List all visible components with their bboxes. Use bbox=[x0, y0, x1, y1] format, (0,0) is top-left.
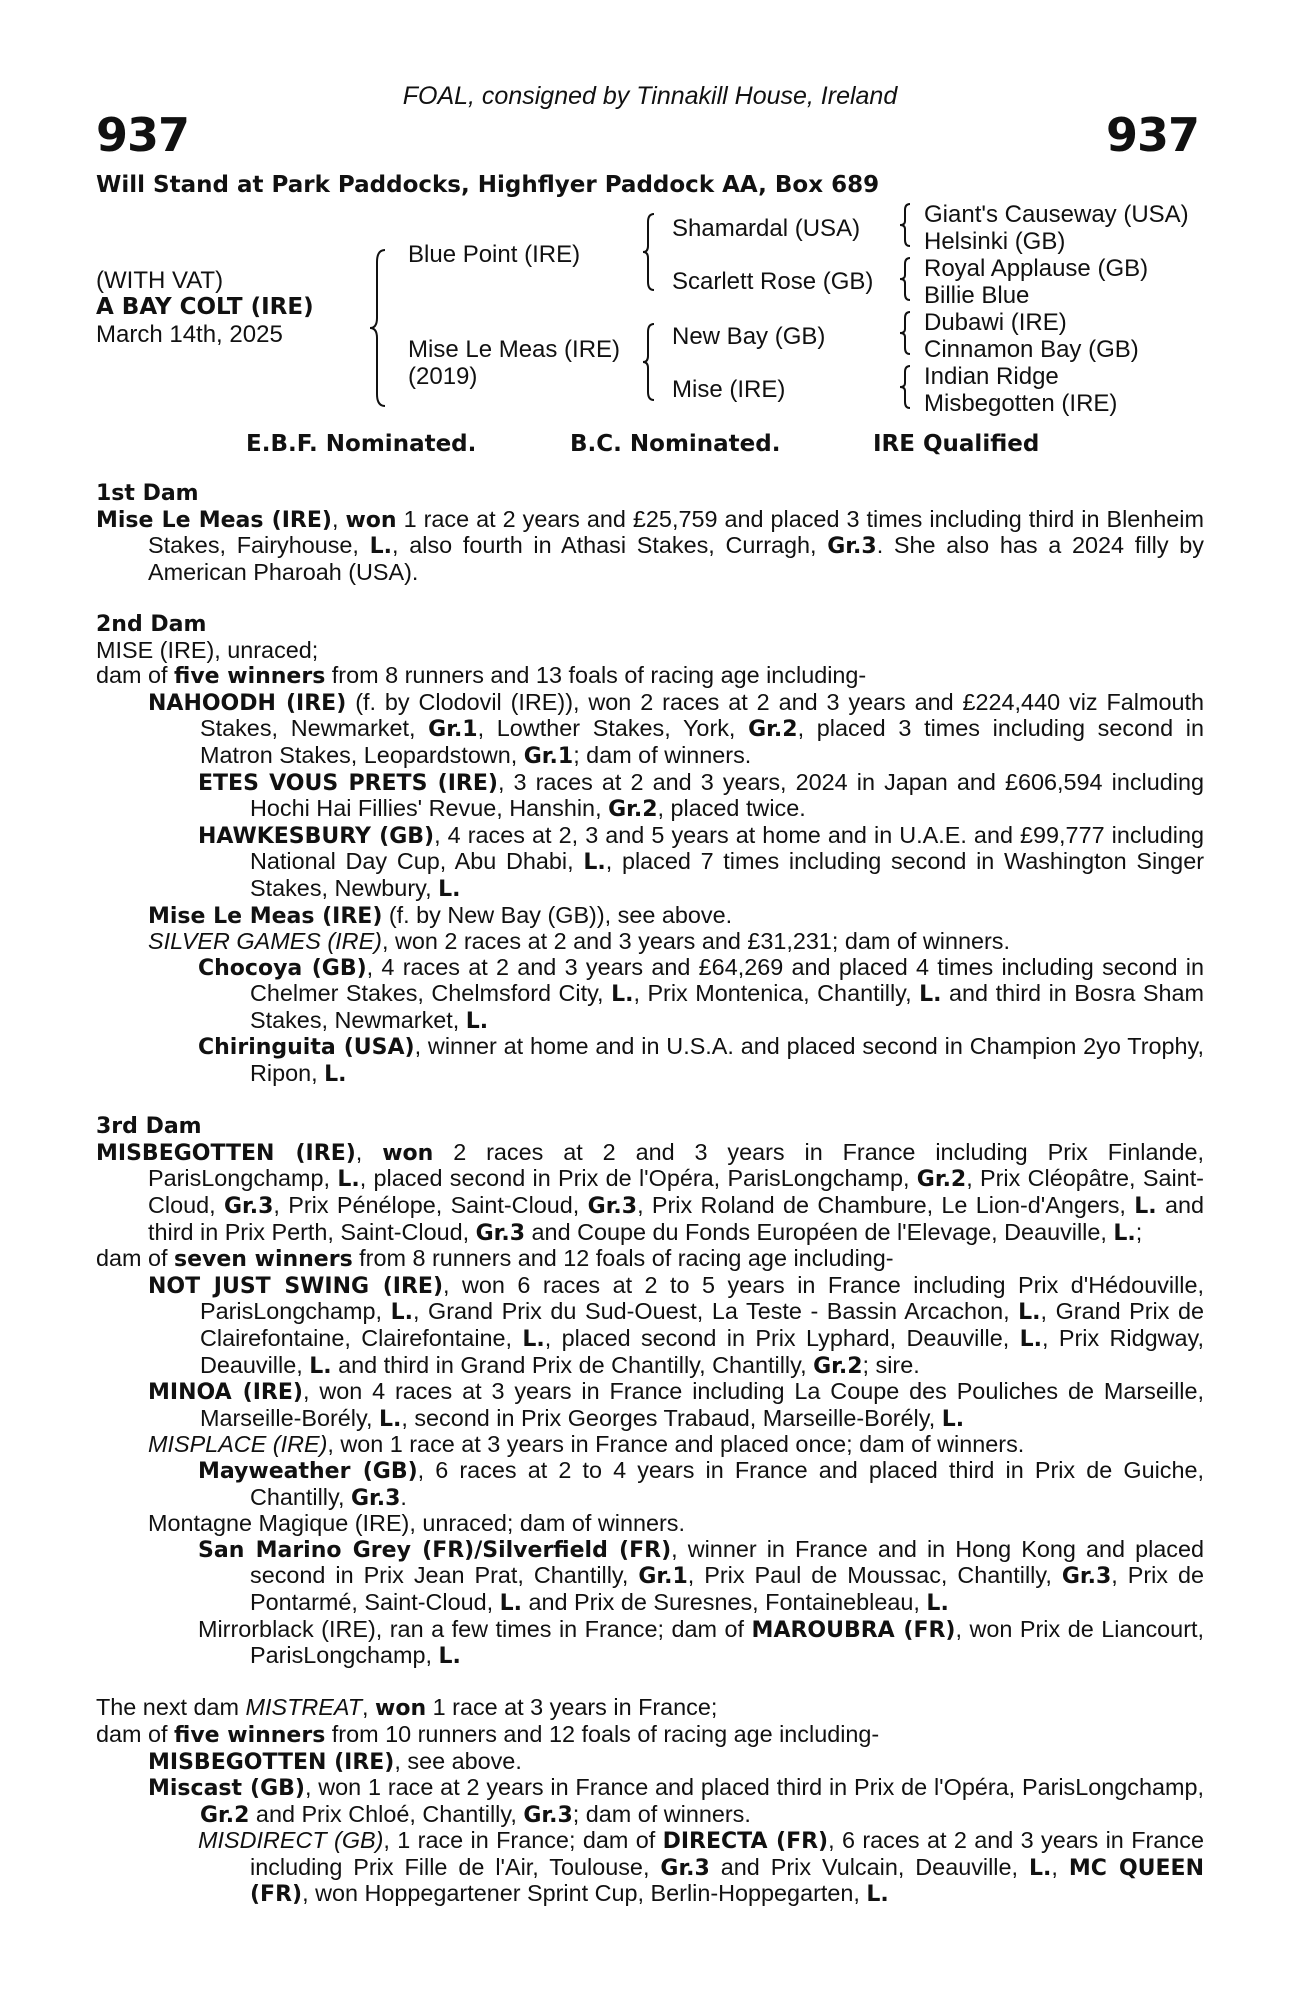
pedigree-dam-year: (2019) bbox=[408, 363, 478, 390]
produce-mirrorblack: Mirrorblack (IRE), ran a few times in France; dam of MAROUBRA (FR), won Prix de Liancourt, ParisLongchamp, L. bbox=[198, 1615, 1204, 1670]
pedigree-g6: Cinnamon Bay (GB) bbox=[924, 336, 1139, 363]
pedigree-sire: Blue Point (IRE) bbox=[408, 241, 581, 268]
horse-name: A BAY COLT (IRE) bbox=[96, 294, 314, 320]
third-dam-heading: 3rd Dam bbox=[96, 1114, 202, 1140]
bc-nominated: B.C. Nominated. bbox=[570, 431, 781, 457]
produce-not-just-swing: NOT JUST SWING (IRE), won 6 races at 2 to 5 years in France including Prix d'Hédouville, ParisLongchamp, L., Grand Prix du Sud-Ouest, La Teste - Bassin Arcachon, L., Grand Prix de Clairefontaine, Clairefontaine, L., placed second in Prix Lyphard, Deauville, L., Prix Ridgway, Deauville, L. and third in Grand Prix de Chantilly, Chantilly, Gr.2; sire. bbox=[148, 1271, 1205, 1379]
produce-minoa: MINOA (IRE), won 4 races at 3 years in France including La Coupe des Pouliches de Marseille, Marseille-Borély, L., second in Prix Georges Trabaud, Marseille-Borély, L. bbox=[148, 1378, 1204, 1432]
lot-number-left: 937 bbox=[96, 108, 190, 162]
pedigree-brace-g1 bbox=[897, 202, 913, 248]
next-dam-produce-summary: dam of five winners from 10 runners and 12 foals of racing age including- bbox=[96, 1720, 880, 1748]
pedigree-sire-dam: Scarlett Rose (GB) bbox=[672, 268, 874, 295]
pedigree-g3: Royal Applause (GB) bbox=[924, 255, 1149, 282]
produce-misplace: MISPLACE (IRE), won 1 race at 3 years in France and placed once; dam of winners. bbox=[148, 1431, 1025, 1458]
pedigree-brace-g3 bbox=[897, 310, 913, 356]
ire-qualified: IRE Qualified bbox=[873, 431, 1040, 457]
pedigree-brace-sire bbox=[640, 212, 658, 292]
pedigree-g4: Billie Blue bbox=[924, 282, 1030, 309]
pedigree-g7: Indian Ridge bbox=[924, 363, 1059, 390]
stand-location: Will Stand at Park Paddocks, Highflyer Paddock AA, Box 689 bbox=[96, 172, 880, 198]
second-dam-heading: 2nd Dam bbox=[96, 611, 207, 637]
catalogue-body bbox=[96, 480, 1204, 1908]
lot-number-right: 937 bbox=[1105, 108, 1199, 162]
pedigree-brace-dam bbox=[640, 322, 658, 402]
third-dam-entry: MISBEGOTTEN (IRE), won 2 races at 2 and 3 years in France including Prix Finlande, ParisLongchamp, L., placed second in Prix de l'Opéra, ParisLongchamp, Gr.2, Prix Cléopâtre, Saint-Cloud, Gr.3, Prix Pénélope, Saint-Cloud, Gr.3, Prix Roland de Chambure, Le Lion-d'Angers, L. and third in Prix Perth, Saint-Cloud, Gr.3 and Coupe du Fonds Européen de l'Elevage, Deauville, L.; bbox=[96, 1138, 1205, 1246]
pedigree-dam-sire: New Bay (GB) bbox=[672, 323, 826, 350]
pedigree-brace-main bbox=[367, 248, 389, 408]
vat-note: (WITH VAT) bbox=[96, 267, 224, 294]
third-dam-produce-summary: dam of seven winners from 8 runners and 12 foals of racing age including- bbox=[96, 1245, 894, 1273]
consignor-line: FOAL, consigned by Tinnakill House, Ireland bbox=[402, 82, 898, 110]
first-dam-heading: 1st Dam bbox=[96, 481, 199, 506]
produce-chocoya: Chocoya (GB), 4 races at 2 and 3 years and £64,269 and placed 4 times including second in Chelmer Stakes, Chelmsford City, L., Prix Montenica, Chantilly, L. and third in Bosra Sham Stakes, Newmarket, L. bbox=[198, 953, 1205, 1034]
next-dam-line: The next dam MISTREAT, won 1 race at 3 years in France; bbox=[96, 1694, 718, 1722]
produce-nahoodh: NAHOODH (IRE) (f. by Clodovil (IRE)), won 2 races at 2 and 3 years and £224,440 viz Falmouth Stakes, Newmarket, Gr.1, Lowther Stakes, York, Gr.2, placed 3 times including second in Matron Stakes, Leopardstown, Gr.1; dam of winners. bbox=[148, 688, 1205, 769]
pedigree-brace-g4 bbox=[897, 364, 913, 410]
pedigree-dam: Mise Le Meas (IRE) bbox=[408, 336, 621, 363]
pedigree-brace-g2 bbox=[897, 256, 913, 302]
second-dam-produce-summary: dam of five winners from 8 runners and 13 foals of racing age including- bbox=[96, 662, 867, 690]
ebf-nominated: E.B.F. Nominated. bbox=[246, 431, 477, 457]
produce-chiringuita: Chiringuita (USA), winner at home and in U.S.A. and placed second in Champion 2yo Trophy, Ripon, L. bbox=[198, 1033, 1205, 1088]
produce-mise-le-meas: Mise Le Meas (IRE) (f. by New Bay (GB)), see above. bbox=[148, 901, 733, 929]
produce-etes-vous-prets: ETES VOUS PRETS (IRE), 3 races at 2 and 3 years, 2024 in Japan and £606,594 including Hochi Hai Fillies' Revue, Hanshin, Gr.2, placed twice. bbox=[198, 768, 1204, 823]
second-dam-line: MISE (IRE), unraced; bbox=[96, 636, 319, 663]
pedigree-g8: Misbegotten (IRE) bbox=[924, 390, 1118, 417]
pedigree-g1: Giant's Causeway (USA) bbox=[924, 201, 1189, 228]
produce-mayweather: Mayweather (GB), 6 races at 2 to 4 years in France and placed third in Prix de Guiche, Chantilly, Gr.3. bbox=[198, 1456, 1204, 1511]
pedigree-dam-dam: Mise (IRE) bbox=[672, 376, 786, 403]
produce-san-marino-grey: San Marino Grey (FR)/Silverfield (FR), winner in France and in Hong Kong and placed second in Prix Jean Prat, Chantilly, Gr.1, Prix Paul de Moussac, Chantilly, Gr.3, Prix de Pontarmé, Saint-Cloud, L. and Prix de Suresnes, Fontainebleau, L. bbox=[198, 1535, 1204, 1616]
pedigree-g5: Dubawi (IRE) bbox=[924, 309, 1067, 336]
first-dam-entry: Mise Le Meas (IRE), won 1 race at 2 years and £25,759 and placed 3 times including third in Blenheim Stakes, Fairyhouse, L., also fourth in Athasi Stakes, Curragh, Gr.3. She also has a 2024 filly by American Pharoah (USA). bbox=[96, 505, 1204, 585]
pedigree-sire-sire: Shamardal (USA) bbox=[672, 215, 861, 242]
produce-montagne-magique: Montagne Magique (IRE), unraced; dam of winners. bbox=[148, 1510, 685, 1537]
produce-hawkesbury: HAWKESBURY (GB), 4 races at 2, 3 and 5 years at home and in U.A.E. and £99,777 including National Day Cup, Abu Dhabi, L., placed 7 times including second in Washington Singer Stakes, Newbury, L. bbox=[198, 821, 1204, 902]
produce-miscast: Miscast (GB), won 1 race at 2 years in France and placed third in Prix de l'Opéra, ParisLongchamp, Gr.2 and Prix Chloé, Chantilly, Gr.3; dam of winners. bbox=[148, 1774, 1204, 1828]
pedigree-g2: Helsinki (GB) bbox=[924, 228, 1066, 255]
produce-misdirect: MISDIRECT (GB), 1 race in France; dam of DIRECTA (FR), 6 races at 2 and 3 years in France including Prix Fille de l'Air, Toulouse, Gr.3 and Prix Vulcain, Deauville, L., MC QUEEN (FR), won Hoppegartener Sprint Cup, Berlin-Hoppegarten, L. bbox=[198, 1827, 1204, 1908]
produce-misbegotten: MISBEGOTTEN (IRE), see above. bbox=[148, 1747, 522, 1775]
foaling-date: March 14th, 2025 bbox=[96, 321, 283, 348]
produce-silver-games: SILVER GAMES (IRE), won 2 races at 2 and 3 years and £31,231; dam of winners. bbox=[148, 928, 1010, 955]
